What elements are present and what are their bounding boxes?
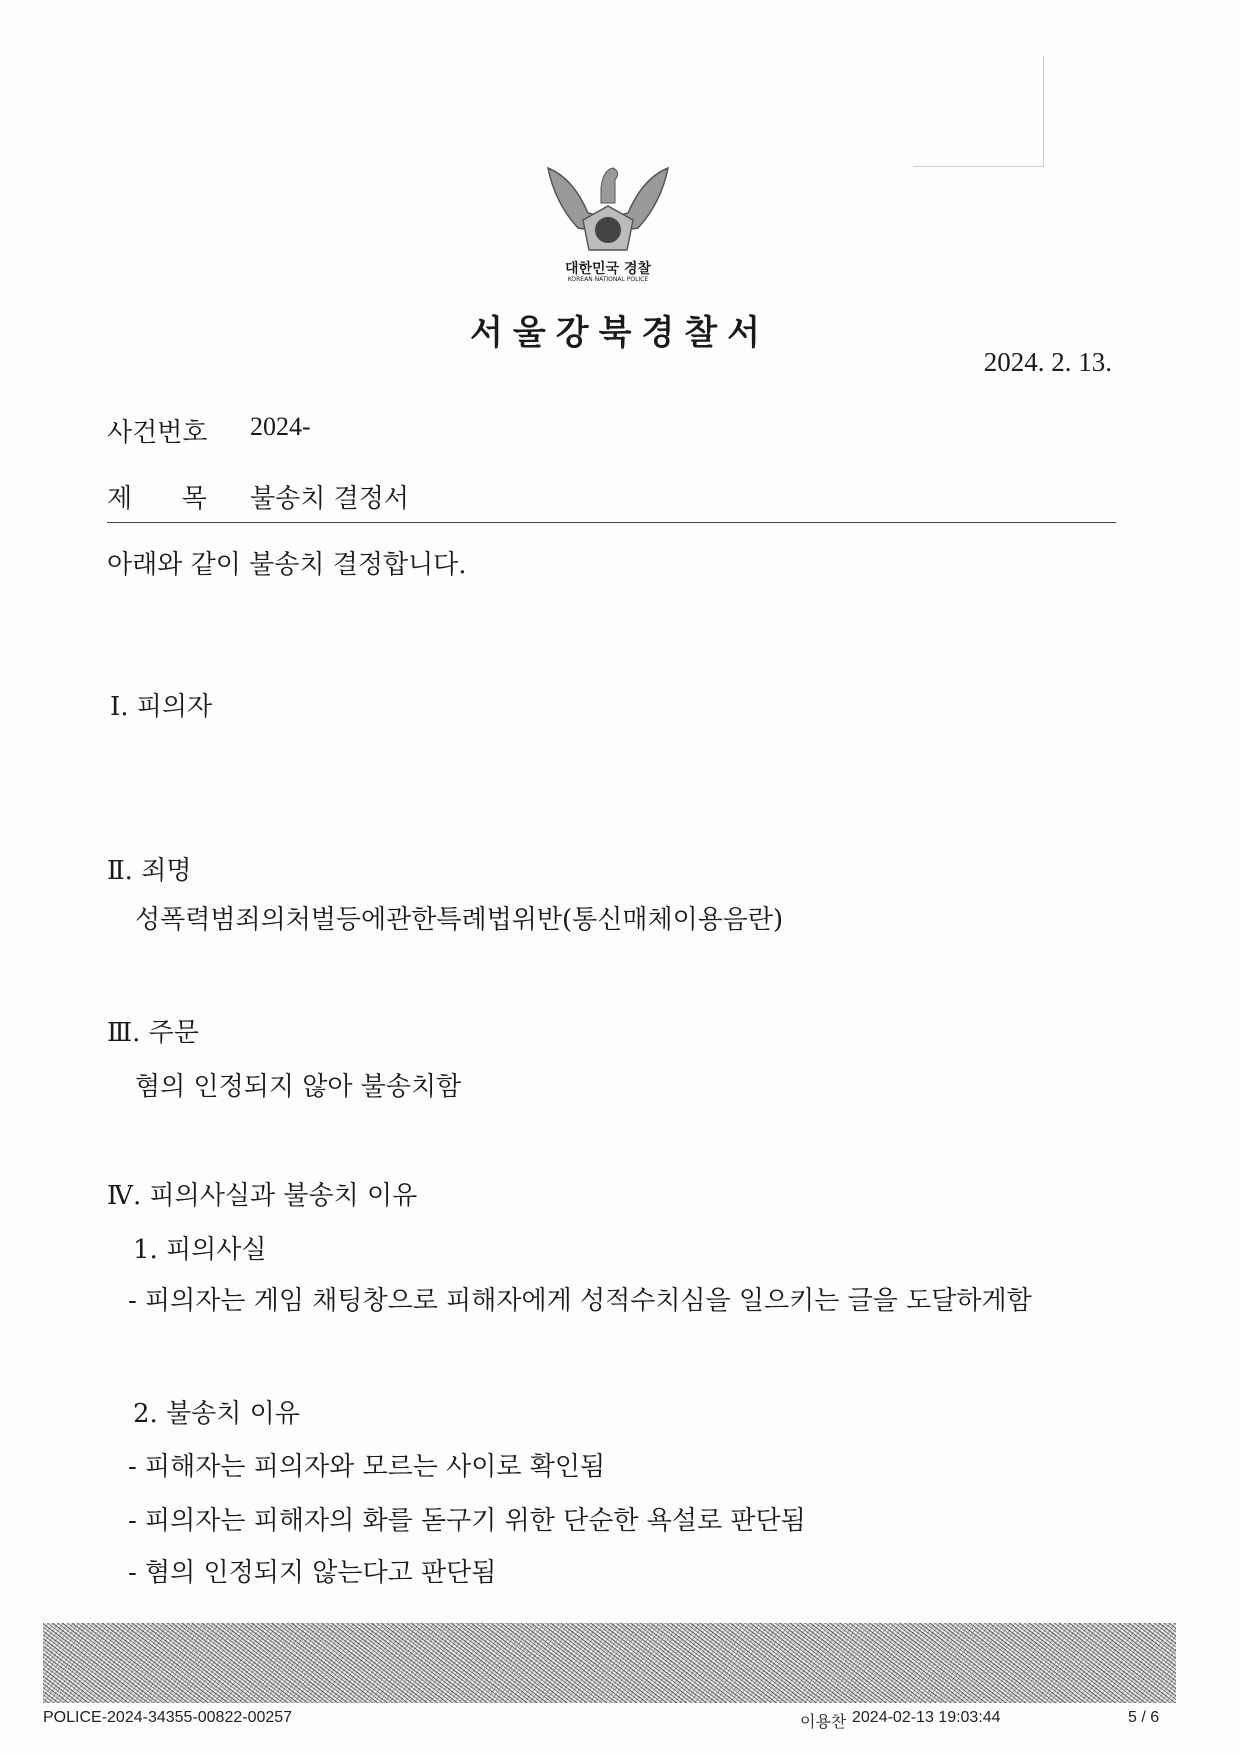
list-item: - 혐의 인정되지 않는다고 판단됨 [128,1558,497,1588]
list-item: - 피해자는 피의자와 모르는 사이로 확인됨 [128,1452,606,1482]
stamp-box [913,56,1044,167]
case-number-value: 2024- [250,412,311,441]
police-emblem-logo [543,158,673,273]
subject-value: 불송치 결정서 [250,484,409,514]
issuer-name: 이용찬 [800,1714,847,1731]
case-number-label: 사건번호 [107,418,208,448]
section-4-heading: Ⅳ. 피의사실과 불송치 이유 [107,1181,418,1211]
section-4-sub2-heading: 2. 불송치 이유 [133,1399,300,1429]
section-2-heading: Ⅱ. 죄명 [107,856,192,886]
list-item: - 피의자는 피해자의 화를 돋구기 위한 단순한 욕설로 판단됨 [128,1506,806,1536]
section-3-heading: Ⅲ. 주문 [107,1018,199,1048]
page-number: 5 / 6 [1128,1709,1160,1726]
subject-label: 제 목 [107,484,207,514]
intro-text: 아래와 같이 불송치 결정합니다. [107,550,467,580]
section-1-heading: Ⅰ. 피의자 [110,692,213,722]
section-3-body: 혐의 인정되지 않아 불송치함 [135,1072,462,1102]
section-2-body: 성폭력범죄의처벌등에관한특례법위반(통신매체이용음란) [135,905,784,935]
section-4-sub1-heading: 1. 피의사실 [133,1235,267,1265]
security-barcode [43,1623,1176,1703]
print-timestamp: 2024-02-13 19:03:44 [852,1709,1001,1726]
divider [107,522,1116,523]
agency-title: 서울강북경찰서 [470,313,770,353]
logo-name-en: KOREAN NATIONAL POLICE [567,276,649,283]
list-item: - 피의자는 게임 채팅창으로 피해자에게 성적수치심을 일으키는 글을 도달하게함 [128,1286,1032,1316]
document-id: POLICE-2024-34355-00822-00257 [43,1709,293,1726]
document-date: 2024. 2. 13. [983,347,1112,377]
logo-name-ko: 대한민국 경찰 [564,261,652,277]
